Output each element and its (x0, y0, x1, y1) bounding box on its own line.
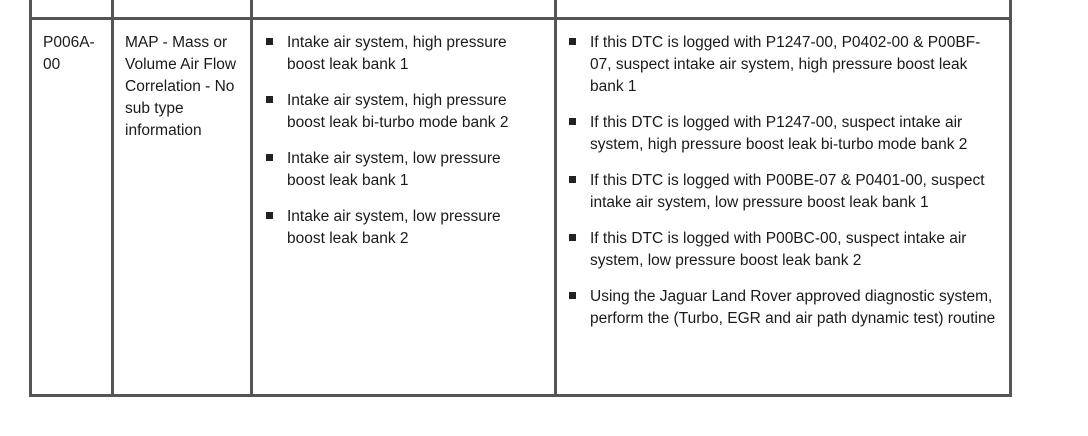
list-item: If this DTC is logged with P00BE-07 & P0401-00, suspect intake air system, low pressure boost leak bank 1 (569, 170, 999, 214)
dtc-code-cell (43, 32, 105, 76)
list-item: If this DTC is logged with P1247-00, suspect intake air system, high pressure boost leak bi-turbo mode bank 2 (569, 112, 999, 156)
row-top-border (29, 17, 1012, 20)
column-divider-3 (554, 0, 557, 397)
bullet-square-icon (569, 38, 576, 45)
table-border-left (29, 0, 32, 397)
possible-causes-list (266, 32, 536, 250)
table-border-right (1009, 0, 1012, 397)
possible-causes-cell (266, 32, 536, 264)
list-item: Intake air system, high pressure boost leak bi-turbo mode bank 2 (266, 90, 536, 134)
bullet-square-icon (569, 292, 576, 299)
list-item: Using the Jaguar Land Rover approved diagnostic system, perform the (Turbo, EGR and air path dynamic test) routine (569, 286, 999, 330)
bullet-square-icon (266, 212, 273, 219)
column-divider-2 (250, 0, 253, 397)
action-list (569, 32, 999, 330)
bullet-square-icon (569, 176, 576, 183)
table-border-bottom (29, 394, 1012, 397)
bullet-square-icon (569, 118, 576, 125)
dtc-description: MAP - Mass or Volume Air Flow Correlation - No sub type information (125, 34, 237, 139)
column-divider-1 (111, 0, 114, 397)
bullet-square-icon (266, 154, 273, 161)
list-item: If this DTC is logged with P00BC-00, suspect intake air system, low pressure boost leak bank 2 (569, 228, 999, 272)
list-item: Intake air system, high pressure boost leak bank 1 (266, 32, 536, 76)
bullet-square-icon (266, 96, 273, 103)
dtc-code: P006A-00 (43, 34, 95, 73)
bullet-square-icon (569, 234, 576, 241)
bullet-square-icon (266, 38, 273, 45)
list-item: If this DTC is logged with P1247-00, P0402-00 & P00BF-07, suspect intake air system, high pressure boost leak bank 1 (569, 32, 999, 98)
action-cell (569, 32, 999, 344)
dtc-description-cell (125, 32, 245, 142)
list-item: Intake air system, low pressure boost leak bank 2 (266, 206, 536, 250)
list-item: Intake air system, low pressure boost leak bank 1 (266, 148, 536, 192)
